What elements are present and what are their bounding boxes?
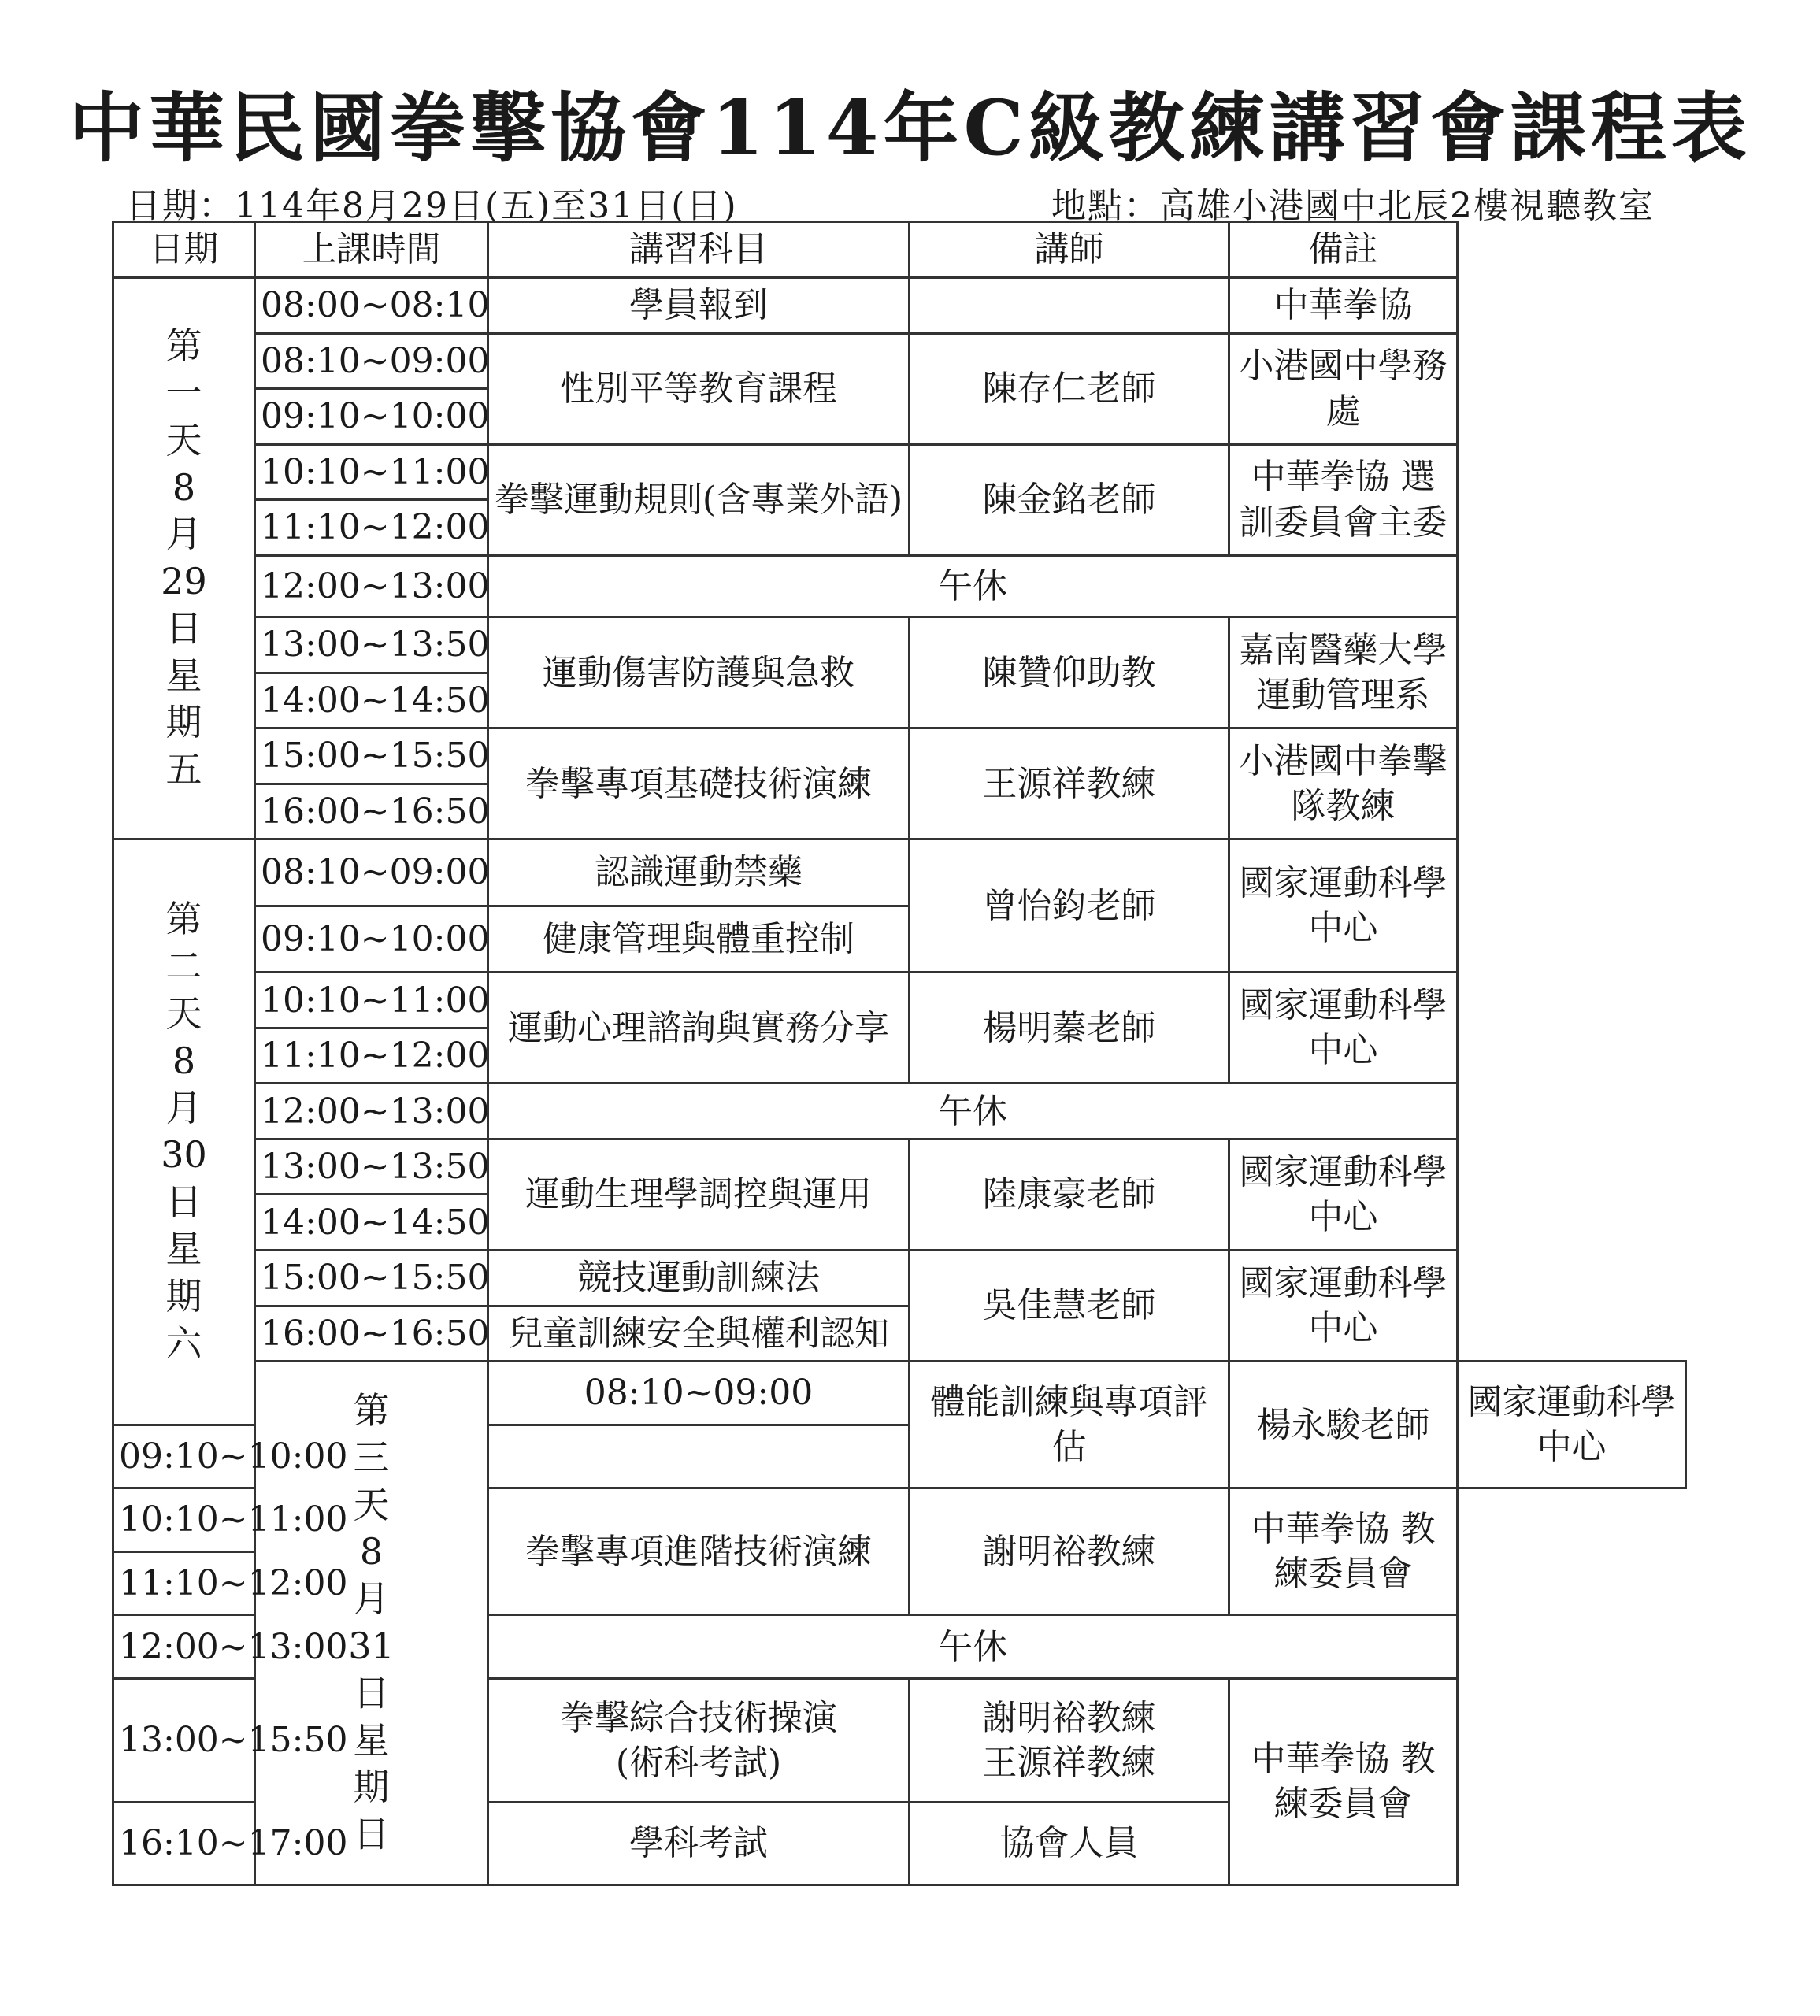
table-row [113, 839, 1686, 906]
day-char: 8 [172, 1039, 196, 1082]
time-cell: 10:10~11:00 [255, 973, 488, 1028]
note-cell: 小港國中拳擊隊教練 [1229, 728, 1458, 839]
subject-cell [488, 1678, 910, 1802]
lecturer-cell: 吳佳慧老師 [910, 1251, 1229, 1362]
lecturer-cell: 楊永駿老師 [1229, 1362, 1458, 1488]
note-cell: 嘉南醫藥大學運動管理系 [1229, 617, 1458, 728]
subject-cell: 學科考試 [488, 1803, 910, 1885]
lecturer-line: 王源祥教練 [982, 1742, 1156, 1783]
time-cell: 12:00~13:00 [113, 1615, 255, 1679]
lecturer-cell: 陳贊仰助教 [910, 617, 1229, 728]
time-cell: 16:00~16:50 [255, 1306, 488, 1362]
subject-cell: 競技運動訓練法 [488, 1251, 910, 1306]
header-row [113, 222, 1686, 278]
note-cell: 國家運動科學中心 [1229, 1139, 1458, 1250]
day-char: 第 [165, 324, 202, 368]
time-cell: 15:00~15:50 [255, 728, 488, 784]
day-char: 星 [165, 1228, 202, 1270]
lecturer-cell: 陳金銘老師 [910, 444, 1229, 555]
note-cell: 小港國中學務處 [1229, 333, 1458, 444]
lecturer-cell: 楊明蓁老師 [910, 973, 1229, 1084]
day-char: 30 [161, 1133, 207, 1177]
note-cell: 中華拳協 教練委員會 [1229, 1488, 1458, 1615]
subject-cell: 學員報到 [488, 278, 910, 334]
subject-cell: 拳擊運動規則(含專業外語) [488, 444, 910, 555]
time-cell: 08:00~08:10 [255, 278, 488, 334]
subject-line: 拳擊綜合技術操演 [560, 1697, 837, 1738]
time-cell: 08:10~09:00 [255, 839, 488, 906]
lunch-break-cell: 午休 [488, 1084, 1458, 1140]
day-char: 日 [353, 1813, 390, 1856]
day-char: 期 [165, 1274, 202, 1317]
table-row [113, 728, 1686, 784]
table-row [113, 1084, 1686, 1140]
lecturer-cell: 協會人員 [910, 1803, 1229, 1885]
day-char: 一 [165, 371, 202, 414]
lunch-break-cell: 午休 [488, 555, 1458, 617]
time-cell: 14:00~14:50 [255, 673, 488, 728]
time-cell: 08:10~09:00 [255, 333, 488, 389]
subject-cell: 體能訓練與專項評估 [910, 1362, 1229, 1488]
time-cell: 13:00~15:50 [113, 1678, 255, 1802]
subject-cell: 健康管理與體重控制 [488, 906, 910, 973]
day-char: 8 [172, 465, 196, 509]
day-char: 天 [165, 992, 202, 1036]
day-2-label [113, 839, 255, 1425]
location-info: 地點：高雄小港國中北辰2樓視聽教室 [1051, 186, 1655, 226]
table-row [113, 973, 1686, 1028]
lecturer-line: 謝明裕教練 [982, 1697, 1156, 1738]
table-row [113, 1362, 1686, 1425]
lecturer-cell: 陳存仁老師 [910, 333, 1229, 444]
lecturer-cell: 陸康豪老師 [910, 1139, 1229, 1250]
note-cell: 中華拳協 教練委員會 [1229, 1678, 1458, 1884]
day-char: 日 [353, 1671, 390, 1714]
time-cell: 08:10~09:00 [488, 1362, 910, 1425]
subject-cell: 拳擊專項進階技術演練 [488, 1488, 910, 1615]
day-char: 31 [348, 1625, 395, 1668]
time-cell: 09:10~10:00 [255, 906, 488, 973]
time-cell: 10:10~11:00 [113, 1488, 255, 1552]
header-subject: 講習科目 [488, 222, 910, 278]
subject-cell: 兒童訓練安全與權利認知 [488, 1306, 910, 1362]
day-char: 29 [161, 560, 207, 603]
lecturer-cell [910, 1678, 1229, 1802]
time-cell: 11:10~12:00 [113, 1551, 255, 1615]
note-cell: 國家運動科學中心 [1229, 1251, 1458, 1362]
time-cell: 13:00~13:50 [255, 1139, 488, 1195]
table-row [113, 1139, 1686, 1195]
day-char: 天 [165, 418, 202, 461]
note-cell: 國家運動科學中心 [1458, 1362, 1686, 1488]
day-char: 月 [353, 1577, 390, 1621]
header-date: 日期 [113, 222, 255, 278]
day-char: 天 [353, 1483, 390, 1526]
note-cell: 國家運動科學中心 [1229, 839, 1458, 973]
day-char: 月 [165, 1086, 202, 1129]
table-row [113, 333, 1686, 389]
time-cell: 12:00~13:00 [255, 1084, 488, 1140]
day-char: 星 [165, 654, 202, 697]
header-time: 上課時間 [255, 222, 488, 278]
time-cell: 16:10~17:00 [113, 1803, 255, 1885]
lecturer-cell: 謝明裕教練 [910, 1488, 1229, 1615]
schedule-table [112, 220, 1687, 1886]
subject-cell: 性別平等教育課程 [488, 333, 910, 444]
time-cell: 09:10~10:00 [113, 1425, 255, 1488]
day-char: 二 [165, 945, 202, 988]
header-lecturer: 講師 [910, 222, 1229, 278]
subject-cell: 運動傷害防護與急救 [488, 617, 910, 728]
day-char: 日 [165, 1180, 202, 1224]
subject-cell: 運動生理學調控與運用 [488, 1139, 910, 1250]
lecturer-cell [910, 278, 1229, 334]
table-row [113, 444, 1686, 500]
time-cell: 12:00~13:00 [255, 555, 488, 617]
subject-cell: 運動心理諮詢與實務分享 [488, 973, 910, 1084]
day-char: 第 [165, 898, 202, 941]
time-cell: 11:10~12:00 [255, 500, 488, 556]
page-title: 中華民國拳擊協會114年C級教練講習會課程表 [69, 83, 1751, 172]
day-char: 五 [165, 748, 202, 791]
note-cell: 中華拳協 選訓委員會主委 [1229, 444, 1458, 555]
subject-line: (術科考試) [615, 1742, 782, 1783]
day-char: 8 [359, 1530, 384, 1573]
day-char: 期 [353, 1766, 390, 1809]
table-row [113, 617, 1686, 673]
lecturer-cell: 王源祥教練 [910, 728, 1229, 839]
day-char: 三 [353, 1436, 390, 1479]
time-cell: 11:10~12:00 [255, 1028, 488, 1084]
table-row [113, 278, 1686, 334]
time-cell: 16:00~16:50 [255, 784, 488, 839]
date-info: 日期：114年8月29日(五)至31日(日) [126, 186, 738, 226]
note-cell: 中華拳協 [1229, 278, 1458, 334]
subject-cell: 認識運動禁藥 [488, 839, 910, 906]
day-char: 日 [165, 606, 202, 650]
table-row [113, 1251, 1686, 1306]
time-cell: 10:10~11:00 [255, 444, 488, 500]
time-cell: 13:00~13:50 [255, 617, 488, 673]
day-1-label [113, 278, 255, 839]
header-note: 備註 [1229, 222, 1458, 278]
day-char: 六 [165, 1321, 202, 1365]
day-char: 月 [165, 513, 202, 556]
day-char: 第 [353, 1389, 390, 1432]
time-cell: 09:10~10:00 [255, 389, 488, 445]
subject-cell: 拳擊專項基礎技術演練 [488, 728, 910, 839]
day-char: 星 [353, 1718, 390, 1762]
time-cell: 15:00~15:50 [255, 1251, 488, 1306]
lunch-break-cell: 午休 [488, 1615, 1458, 1679]
lecturer-cell: 曾怡鈞老師 [910, 839, 1229, 973]
time-cell: 14:00~14:50 [255, 1195, 488, 1251]
day-char: 期 [165, 701, 202, 744]
note-cell: 國家運動科學中心 [1229, 973, 1458, 1084]
table-row [113, 555, 1686, 617]
